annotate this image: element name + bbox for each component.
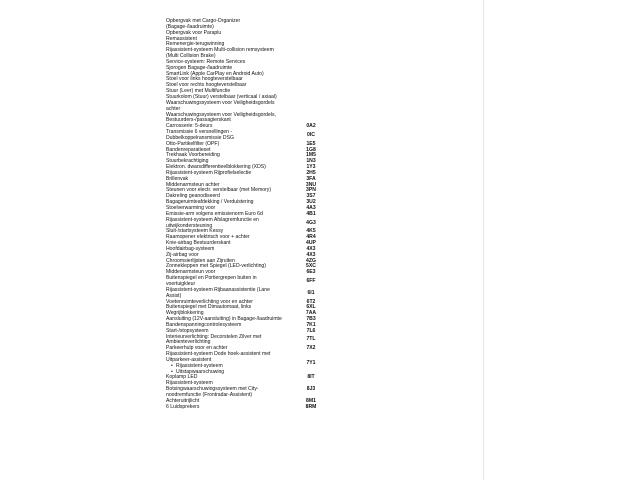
equipment-description: Rijassistent-systeem Afslagremfunctie en uitwijkondersteuning: [166, 216, 259, 229]
equipment-description: Brillenvak: [166, 175, 189, 182]
equipment-description: SmartLink (Apple CarPlay en Android Auto): [166, 70, 264, 77]
option-code: 7L6: [306, 327, 316, 334]
option-code: 1G8: [306, 146, 316, 153]
option-code: 4G3: [306, 219, 316, 226]
option-code: 6XL: [306, 304, 316, 311]
equipment-description: Zij-airbag voor: [166, 251, 199, 258]
equipment-description: Stoel voor rechts hoogteverstelbaar: [166, 82, 247, 89]
equipment-description: Rijassistent-systeem Rijbaanassistentie (Lane Assist): [166, 286, 270, 299]
equipment-description: Voetenruimteverlichting voor en achter: [166, 298, 253, 305]
option-code: 4X3: [306, 245, 316, 252]
equipment-description: Waarschuwingssysteem voor Veiligheidsgordels achter: [166, 99, 275, 112]
equipment-description: Bagageruimteafdekking / Verduistering: [166, 199, 254, 206]
option-code: 1Y3: [306, 164, 316, 171]
equipment-description: Middenarmsteun voor: [166, 269, 216, 276]
equipment-description: Chroomsierlijsten aan Zijruiten: [166, 257, 235, 264]
option-code: 7Y1: [306, 359, 316, 366]
equipment-description: Stuur (Leer) met Multifunctie: [166, 88, 231, 95]
option-code: 7K1: [306, 321, 316, 328]
equipment-description: Hoofdairbag-systeem: [166, 245, 215, 252]
page-edge: [483, 0, 484, 480]
option-code: 4K5: [306, 228, 316, 235]
option-code: 4ZG: [306, 257, 316, 264]
equipment-description: Start-/stopsysteem: [166, 327, 209, 334]
option-code: 7TL: [306, 336, 316, 343]
equipment-list: [166, 19, 326, 411]
equipment-description: Service-systeem: Remote Services: [166, 58, 246, 65]
equipment-description: Aansluiting (12V-aansluiting) in Bagage-/laadruimte: [166, 316, 282, 323]
bullet-item: • Uitstapwaarschuwing: [176, 370, 326, 376]
option-code: 2H5: [306, 169, 316, 176]
equipment-description: Achteruitrijlicht: [166, 397, 200, 404]
equipment-description: Stoel voor links hoogteverstelbaar: [166, 76, 243, 83]
equipment-description: Elektron. dwarsdifferentieelblokkering (XDS): [166, 164, 266, 171]
equipment-row: [166, 101, 326, 113]
option-code: 8IT: [307, 374, 315, 381]
option-code: 3PN: [306, 187, 316, 194]
equipment-description: Zonnekleppen met Spiegel (LED-verlichting): [166, 263, 266, 270]
option-code: 3NU: [305, 181, 317, 188]
equipment-description: Rijassistent-systeem Dode hoek-assistent met Uitparkeer-assistent: [166, 351, 271, 363]
equipment-description: Knie-airbag Bestuurderskant: [166, 240, 231, 247]
equipment-description: Remenergie-terugwinning: [166, 41, 225, 48]
option-code: 7B3: [306, 316, 316, 323]
equipment-description: Koplamp LED: [166, 374, 198, 381]
option-code: 6T2: [306, 298, 316, 305]
equipment-row: [166, 288, 326, 300]
equipment-description: Bandenspanningcontrolesysteem: [166, 321, 242, 328]
equipment-description: Trekhaak Voorbereiding: [166, 152, 220, 159]
equipment-description: Stoelverwarming voor: [166, 205, 216, 211]
option-code: 4X3: [306, 251, 316, 258]
option-code: 7AA: [305, 310, 317, 317]
equipment-description: 6 Luidsprekers: [166, 403, 200, 410]
option-code: 6FF: [306, 278, 316, 285]
option-code: 1M5: [306, 152, 316, 159]
equipment-description: Carrosserie: 5-deurs: [166, 123, 213, 130]
equipment-row: [166, 19, 326, 31]
option-code: 8J3: [306, 386, 316, 393]
equipment-row: [166, 352, 326, 375]
equipment-description: Sluit-/startsysteem Kessy: [166, 228, 224, 235]
option-code: 3S7: [306, 193, 316, 200]
option-code: 6E3: [306, 269, 316, 276]
option-code: 4UP: [306, 240, 316, 247]
equipment-description: Stuurbekrachtiging: [166, 158, 209, 165]
equipment-row: [166, 130, 326, 142]
equipment-description: Steunen voor electr. verstelbaar (met Memory): [166, 187, 272, 194]
equipment-description: Rijassistent-systeem Multi-collision remsysteem (Multi Collision Brake): [166, 47, 274, 60]
equipment-description: Transmissie 6 versnellingen - Dubbelkoppelransmissie DSG: [166, 129, 234, 141]
option-code: 6I1: [307, 289, 315, 296]
equipment-description: Waarschuwingssysteem voor Veiligheidsgordels, Bestuurders-/passagierskant: [166, 111, 276, 124]
equipment-description: Emissie-arm volgens emissienorm Euro 6d: [166, 210, 263, 217]
equipment-description: Wegrijblokkering: [166, 310, 204, 317]
equipment-description: Opbergvak met Cargo-Organizer (Bagage-/laadruimte): [166, 18, 241, 30]
equipment-description: Raamopener elektrisch voor + achter: [166, 234, 250, 241]
option-code: 7X2: [306, 345, 316, 352]
option-code: 4R4: [306, 234, 316, 241]
option-code: 3U2: [306, 199, 316, 206]
option-code: 1E5: [306, 140, 316, 147]
equipment-description: Rijassistent-systeem Rijprofielselectie: [166, 169, 252, 176]
equipment-description: Opbergvak voor Paraplu: [166, 29, 222, 36]
equipment-description: Middenarmsteun achter: [166, 181, 220, 188]
equipment-row: [166, 405, 326, 411]
equipment-description: Sjorogen Bagage-/laadruimte: [166, 64, 233, 71]
equipment-description: Parkeerhulp voor en achter: [166, 345, 228, 352]
option-code: 4A3: [306, 205, 316, 211]
option-code: 5XC: [306, 263, 316, 270]
equipment-row: [166, 381, 326, 399]
option-code: 0IC: [307, 131, 315, 138]
bullet-item: • Rijassistent-systeem: [176, 364, 326, 370]
option-code: 4B1: [306, 210, 316, 217]
equipment-description: Bandenreparatieset: [166, 146, 211, 153]
equipment-description: Interieurverlichting: Decorstelen Zilver met Ambienteverlichting: [166, 333, 262, 346]
equipment-description: Dakreling geanodiseerd: [166, 193, 220, 200]
equipment-description: Otto-Partikelfilter (OPF): [166, 140, 220, 147]
equipment-description: Stuurkolom (Stuur) verstelbaar (verticaal / axiaal): [166, 93, 277, 100]
equipment-description: Buitenspiegel met Dimautomaat, links: [166, 304, 252, 311]
equipment-description: Remassistent: [166, 35, 197, 42]
option-code: 1N3: [306, 158, 316, 165]
option-code: 3FA: [306, 175, 316, 182]
option-code: 8RM: [305, 403, 317, 410]
equipment-description: Buitenspiegel en Portiergrepen buiten in voertuigkleur: [166, 275, 257, 287]
option-code: 8M1: [306, 397, 316, 404]
equipment-description: Rijassistent-systeem Botsingwaarschuwingssysteem met City-noodremfunctie (Frontradar-Assistent): [166, 380, 259, 398]
option-code: 0A2: [306, 123, 316, 130]
